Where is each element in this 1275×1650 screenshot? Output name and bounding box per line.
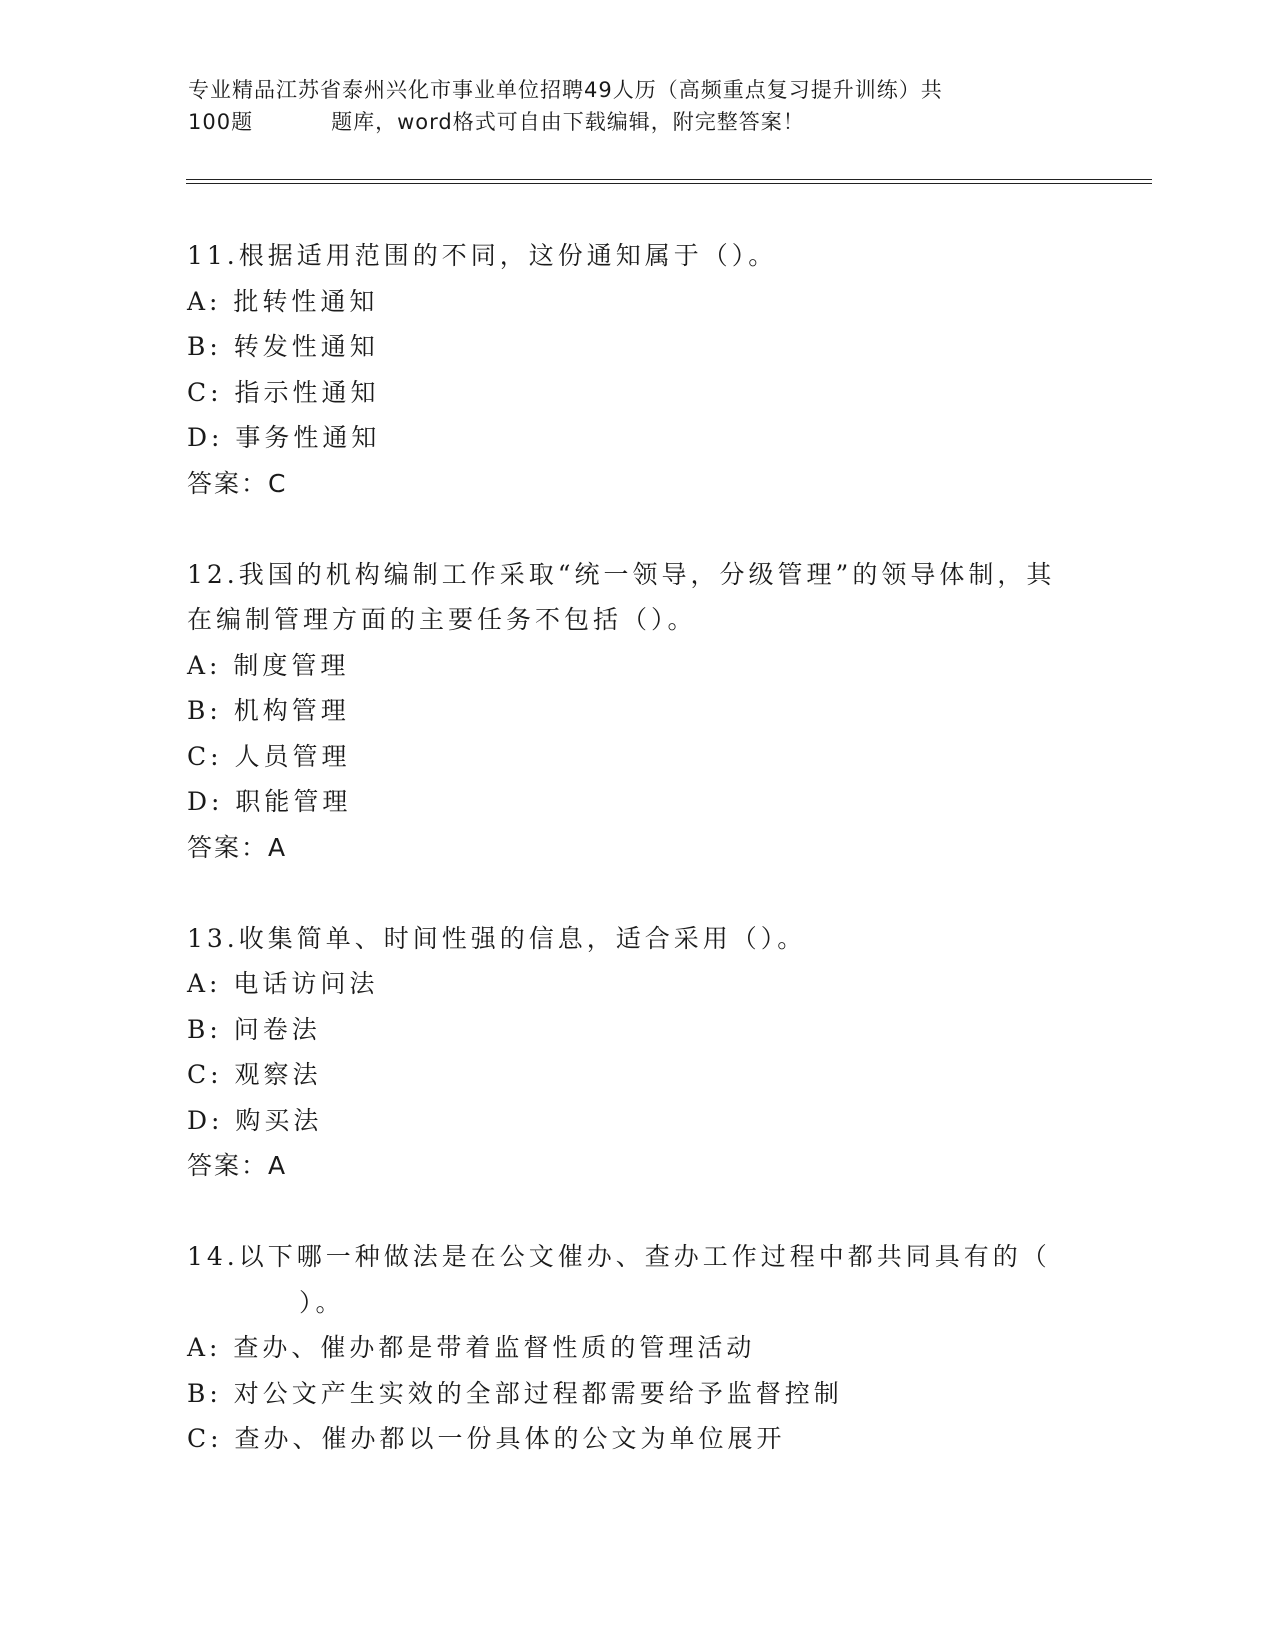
question-text: 14.以下哪一种做法是在公文催办、查办工作过程中都共同具有的（: [187, 1242, 1051, 1271]
option-c: C: 指示性通知: [187, 377, 380, 407]
option-c: C: 查办、催办都以一份具体的公文为单位展开: [187, 1424, 786, 1453]
question-11: [187, 233, 1087, 506]
option-a: A: 批转性通知: [187, 286, 379, 316]
question-text: 11.根据适用范围的不同，这份通知属于（）。: [187, 241, 778, 270]
option-c: C: 观察法: [187, 1060, 322, 1089]
option-d: D: 职能管理: [187, 787, 352, 816]
question-text-continued: ）。: [299, 1287, 345, 1317]
header-divider-top: [186, 179, 1152, 180]
header-divider-bottom: [186, 183, 1152, 184]
question-text: 12.我国的机构编制工作采取“统一领导，分级管理”的领导体制，其: [187, 559, 1056, 589]
option-a: A: 制度管理: [187, 650, 350, 680]
option-d: D: 事务性通知: [187, 423, 381, 452]
answer-key: 答案：A: [187, 1151, 288, 1180]
option-c: C: 人员管理: [187, 741, 351, 771]
question-text-continued: 在编制管理方面的主要任务不包括（）。: [187, 605, 697, 634]
option-a: A: 电话访问法: [187, 969, 379, 998]
header-question-count: 100题: [188, 110, 254, 134]
option-d: D: 购买法: [187, 1105, 323, 1135]
header-description: 题库，word格式可自由下载编辑，附完整答案！: [331, 110, 805, 134]
header-title-line-1: 专业精品江苏省泰州兴化市事业单位招聘49人历（高频重点复习提升训练）共: [188, 78, 943, 102]
document-header: [188, 74, 1088, 138]
question-13: [187, 916, 1087, 1189]
question-12: [187, 552, 1087, 871]
question-list: [187, 233, 1087, 1462]
option-a: A: 查办、催办都是带着监督性质的管理活动: [187, 1333, 756, 1362]
option-b: B: 对公文产生实效的全部过程都需要给予监督控制: [187, 1378, 843, 1408]
answer-key: 答案：C: [187, 468, 288, 498]
option-b: B: 机构管理: [187, 696, 350, 725]
answer-key: 答案：A: [187, 832, 288, 862]
question-14: [187, 1234, 1087, 1462]
option-b: B: 问卷法: [187, 1014, 321, 1044]
header-title-line-2: [188, 106, 1088, 138]
question-text: 13.收集简单、时间性强的信息，适合采用（）。: [187, 923, 807, 953]
option-b: B: 转发性通知: [187, 332, 379, 361]
